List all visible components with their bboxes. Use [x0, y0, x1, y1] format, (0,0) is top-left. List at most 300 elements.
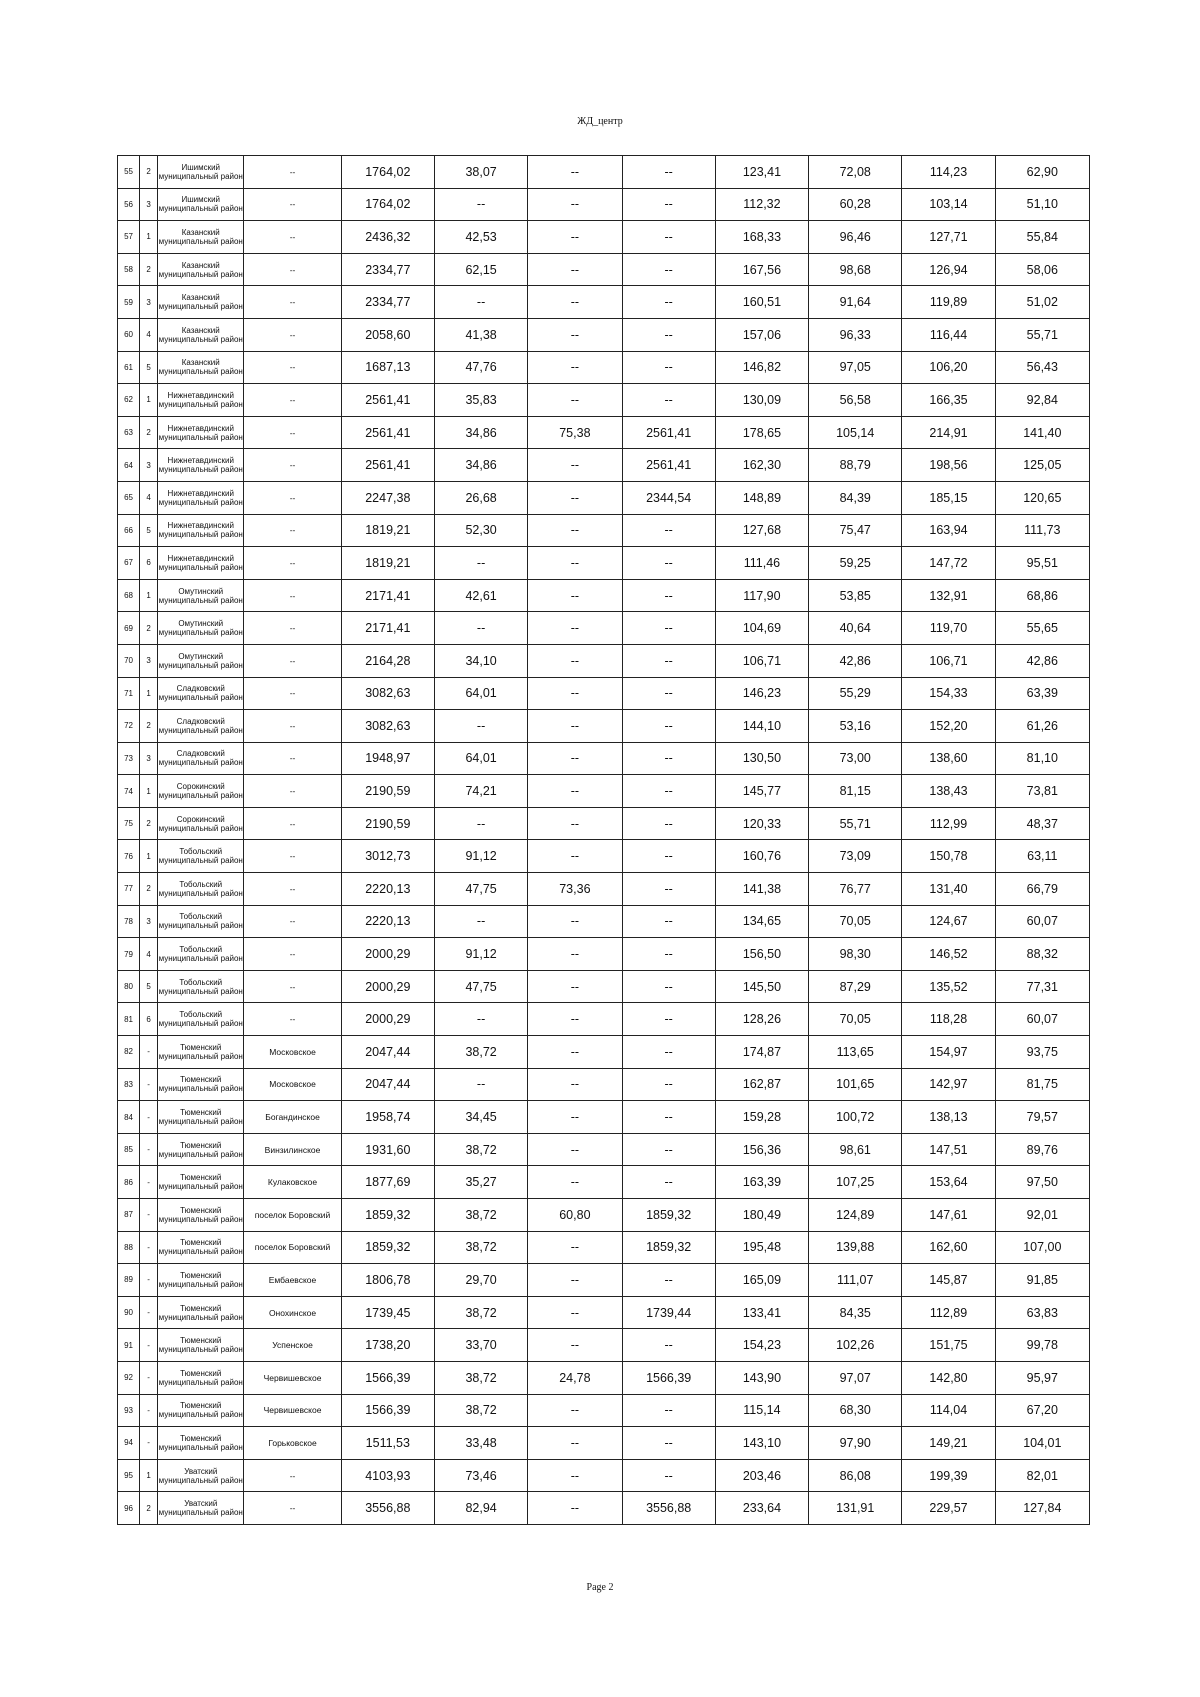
- settlement-cell: --: [244, 579, 341, 612]
- value-col-10-cell: 42,86: [809, 644, 902, 677]
- municipality-cell: Уватский муниципальный район: [158, 1492, 244, 1525]
- value-col-8-cell: --: [622, 840, 715, 873]
- table-row: [118, 384, 1090, 417]
- value-col-9-cell: 160,51: [715, 286, 808, 319]
- value-col-11-cell: 149,21: [902, 1427, 995, 1460]
- settlement-cell: Онохинское: [244, 1296, 341, 1329]
- value-col-8-cell: --: [622, 677, 715, 710]
- sub-number-cell: -: [140, 1068, 158, 1101]
- value-col-10-cell: 96,46: [809, 221, 902, 254]
- value-col-8-cell: --: [622, 1329, 715, 1362]
- sub-number-cell: 2: [140, 873, 158, 906]
- table-body: [118, 156, 1090, 1525]
- table-row: [118, 221, 1090, 254]
- value-col-12-cell: 97,50: [995, 1166, 1089, 1199]
- settlement-cell: Червишевское: [244, 1361, 341, 1394]
- row-number-cell: 58: [118, 253, 140, 286]
- municipality-cell: Ишимский муниципальный район: [158, 188, 244, 221]
- value-col-6-cell: 38,72: [434, 1361, 527, 1394]
- sub-number-cell: -: [140, 1036, 158, 1069]
- table-row: [118, 286, 1090, 319]
- value-col-7-cell: --: [528, 807, 622, 840]
- value-col-9-cell: 145,50: [715, 970, 808, 1003]
- value-col-10-cell: 75,47: [809, 514, 902, 547]
- sub-number-cell: 3: [140, 905, 158, 938]
- value-col-11-cell: 112,89: [902, 1296, 995, 1329]
- value-col-11-cell: 138,43: [902, 775, 995, 808]
- value-col-11-cell: 126,94: [902, 253, 995, 286]
- sub-number-cell: 2: [140, 416, 158, 449]
- value-col-11-cell: 147,72: [902, 547, 995, 580]
- settlement-cell: Кулаковское: [244, 1166, 341, 1199]
- value-col-11-cell: 166,35: [902, 384, 995, 417]
- value-col-8-cell: --: [622, 1003, 715, 1036]
- value-col-11-cell: 185,15: [902, 481, 995, 514]
- value-col-11-cell: 106,71: [902, 644, 995, 677]
- value-col-7-cell: --: [528, 481, 622, 514]
- value-col-8-cell: --: [622, 188, 715, 221]
- row-number-cell: 70: [118, 644, 140, 677]
- sub-number-cell: 3: [140, 286, 158, 319]
- row-number-cell: 88: [118, 1231, 140, 1264]
- value-col-11-cell: 146,52: [902, 938, 995, 971]
- value-col-9-cell: 133,41: [715, 1296, 808, 1329]
- value-col-10-cell: 70,05: [809, 1003, 902, 1036]
- value-col-9-cell: 156,50: [715, 938, 808, 971]
- sub-number-cell: 1: [140, 221, 158, 254]
- value-col-6-cell: 41,38: [434, 318, 527, 351]
- value-col-12-cell: 61,26: [995, 710, 1089, 743]
- row-number-cell: 90: [118, 1296, 140, 1329]
- sub-number-cell: -: [140, 1101, 158, 1134]
- value-col-5-cell: 2190,59: [341, 775, 434, 808]
- sub-number-cell: 2: [140, 612, 158, 645]
- value-col-10-cell: 96,33: [809, 318, 902, 351]
- settlement-cell: --: [244, 449, 341, 482]
- value-col-12-cell: 66,79: [995, 873, 1089, 906]
- value-col-10-cell: 55,71: [809, 807, 902, 840]
- table-row: [118, 449, 1090, 482]
- value-col-5-cell: 2561,41: [341, 384, 434, 417]
- value-col-10-cell: 101,65: [809, 1068, 902, 1101]
- value-col-8-cell: --: [622, 644, 715, 677]
- value-col-7-cell: 60,80: [528, 1199, 622, 1232]
- row-number-cell: 62: [118, 384, 140, 417]
- settlement-cell: --: [244, 221, 341, 254]
- table-row: [118, 481, 1090, 514]
- table-row: [118, 579, 1090, 612]
- value-col-6-cell: 33,48: [434, 1427, 527, 1460]
- value-col-10-cell: 68,30: [809, 1394, 902, 1427]
- row-number-cell: 84: [118, 1101, 140, 1134]
- value-col-9-cell: 180,49: [715, 1199, 808, 1232]
- sub-number-cell: -: [140, 1296, 158, 1329]
- value-col-12-cell: 82,01: [995, 1459, 1089, 1492]
- value-col-9-cell: 233,64: [715, 1492, 808, 1525]
- value-col-8-cell: --: [622, 710, 715, 743]
- value-col-7-cell: --: [528, 384, 622, 417]
- table-row: [118, 1068, 1090, 1101]
- row-number-cell: 80: [118, 970, 140, 1003]
- value-col-7-cell: --: [528, 221, 622, 254]
- value-col-11-cell: 131,40: [902, 873, 995, 906]
- settlement-cell: --: [244, 873, 341, 906]
- sub-number-cell: 6: [140, 1003, 158, 1036]
- value-col-6-cell: 64,01: [434, 677, 527, 710]
- table-row: [118, 1101, 1090, 1134]
- value-col-7-cell: --: [528, 742, 622, 775]
- value-col-10-cell: 59,25: [809, 547, 902, 580]
- municipality-cell: Ишимский муниципальный район: [158, 156, 244, 189]
- settlement-cell: --: [244, 318, 341, 351]
- value-col-9-cell: 195,48: [715, 1231, 808, 1264]
- value-col-6-cell: 34,86: [434, 416, 527, 449]
- value-col-6-cell: --: [434, 710, 527, 743]
- value-col-12-cell: 125,05: [995, 449, 1089, 482]
- value-col-5-cell: 2334,77: [341, 253, 434, 286]
- settlement-cell: --: [244, 1459, 341, 1492]
- value-col-8-cell: --: [622, 612, 715, 645]
- settlement-cell: --: [244, 1492, 341, 1525]
- value-col-8-cell: 1859,32: [622, 1231, 715, 1264]
- value-col-7-cell: 73,36: [528, 873, 622, 906]
- value-col-12-cell: 55,84: [995, 221, 1089, 254]
- value-col-10-cell: 53,85: [809, 579, 902, 612]
- row-number-cell: 69: [118, 612, 140, 645]
- value-col-10-cell: 81,15: [809, 775, 902, 808]
- value-col-9-cell: 143,10: [715, 1427, 808, 1460]
- value-col-9-cell: 146,23: [715, 677, 808, 710]
- table-row: [118, 1166, 1090, 1199]
- value-col-10-cell: 56,58: [809, 384, 902, 417]
- value-col-5-cell: 1687,13: [341, 351, 434, 384]
- value-col-6-cell: 42,61: [434, 579, 527, 612]
- value-col-9-cell: 203,46: [715, 1459, 808, 1492]
- table-row: [118, 970, 1090, 1003]
- sub-number-cell: -: [140, 1166, 158, 1199]
- municipality-cell: Казанский муниципальный район: [158, 253, 244, 286]
- value-col-9-cell: 165,09: [715, 1264, 808, 1297]
- value-col-11-cell: 162,60: [902, 1231, 995, 1264]
- municipality-cell: Нижнетавдинский муниципальный район: [158, 547, 244, 580]
- value-col-11-cell: 114,23: [902, 156, 995, 189]
- municipality-cell: Нижнетавдинский муниципальный район: [158, 514, 244, 547]
- value-col-12-cell: 48,37: [995, 807, 1089, 840]
- value-col-12-cell: 120,65: [995, 481, 1089, 514]
- value-col-5-cell: 1859,32: [341, 1199, 434, 1232]
- value-col-7-cell: --: [528, 905, 622, 938]
- value-col-7-cell: --: [528, 547, 622, 580]
- value-col-11-cell: 154,97: [902, 1036, 995, 1069]
- table-row: [118, 1133, 1090, 1166]
- table-row: [118, 612, 1090, 645]
- value-col-11-cell: 106,20: [902, 351, 995, 384]
- value-col-6-cell: 91,12: [434, 840, 527, 873]
- value-col-5-cell: 2561,41: [341, 449, 434, 482]
- value-col-6-cell: --: [434, 286, 527, 319]
- municipality-cell: Тюменский муниципальный район: [158, 1068, 244, 1101]
- value-col-10-cell: 98,30: [809, 938, 902, 971]
- table-row: [118, 742, 1090, 775]
- settlement-cell: поселок Боровский: [244, 1231, 341, 1264]
- value-col-6-cell: 38,72: [434, 1231, 527, 1264]
- value-col-12-cell: 95,51: [995, 547, 1089, 580]
- table-row: [118, 644, 1090, 677]
- value-col-6-cell: --: [434, 612, 527, 645]
- sub-number-cell: 2: [140, 156, 158, 189]
- settlement-cell: --: [244, 710, 341, 743]
- value-col-8-cell: --: [622, 1459, 715, 1492]
- value-col-9-cell: 143,90: [715, 1361, 808, 1394]
- value-col-8-cell: --: [622, 253, 715, 286]
- value-col-8-cell: --: [622, 318, 715, 351]
- row-number-cell: 63: [118, 416, 140, 449]
- sub-number-cell: 4: [140, 938, 158, 971]
- municipality-cell: Сладковский муниципальный район: [158, 710, 244, 743]
- value-col-10-cell: 87,29: [809, 970, 902, 1003]
- value-col-11-cell: 229,57: [902, 1492, 995, 1525]
- table-row: [118, 1394, 1090, 1427]
- value-col-12-cell: 95,97: [995, 1361, 1089, 1394]
- settlement-cell: Горьковское: [244, 1427, 341, 1460]
- value-col-9-cell: 162,30: [715, 449, 808, 482]
- value-col-5-cell: 2334,77: [341, 286, 434, 319]
- row-number-cell: 79: [118, 938, 140, 971]
- table-row: [118, 1329, 1090, 1362]
- value-col-10-cell: 86,08: [809, 1459, 902, 1492]
- value-col-12-cell: 63,39: [995, 677, 1089, 710]
- table-row: [118, 1361, 1090, 1394]
- value-col-7-cell: --: [528, 1003, 622, 1036]
- row-number-cell: 82: [118, 1036, 140, 1069]
- table-row: [118, 905, 1090, 938]
- value-col-5-cell: 1958,74: [341, 1101, 434, 1134]
- sub-number-cell: 5: [140, 970, 158, 1003]
- value-col-8-cell: --: [622, 1264, 715, 1297]
- value-col-8-cell: 1859,32: [622, 1199, 715, 1232]
- value-col-6-cell: 38,72: [434, 1394, 527, 1427]
- row-number-cell: 60: [118, 318, 140, 351]
- sub-number-cell: 1: [140, 384, 158, 417]
- row-number-cell: 55: [118, 156, 140, 189]
- sub-number-cell: 1: [140, 775, 158, 808]
- settlement-cell: --: [244, 253, 341, 286]
- value-col-6-cell: 35,83: [434, 384, 527, 417]
- value-col-5-cell: 2171,41: [341, 612, 434, 645]
- settlement-cell: --: [244, 775, 341, 808]
- sub-number-cell: 3: [140, 742, 158, 775]
- municipality-cell: Сорокинский муниципальный район: [158, 807, 244, 840]
- value-col-11-cell: 132,91: [902, 579, 995, 612]
- settlement-cell: --: [244, 677, 341, 710]
- settlement-cell: --: [244, 156, 341, 189]
- value-col-9-cell: 130,09: [715, 384, 808, 417]
- value-col-9-cell: 123,41: [715, 156, 808, 189]
- value-col-12-cell: 104,01: [995, 1427, 1089, 1460]
- settlement-cell: Червишевское: [244, 1394, 341, 1427]
- value-col-5-cell: 1764,02: [341, 188, 434, 221]
- value-col-9-cell: 130,50: [715, 742, 808, 775]
- value-col-6-cell: --: [434, 807, 527, 840]
- value-col-9-cell: 154,23: [715, 1329, 808, 1362]
- value-col-11-cell: 116,44: [902, 318, 995, 351]
- table-row: [118, 677, 1090, 710]
- value-col-5-cell: 2436,32: [341, 221, 434, 254]
- municipality-cell: Тюменский муниципальный район: [158, 1427, 244, 1460]
- value-col-9-cell: 167,56: [715, 253, 808, 286]
- value-col-8-cell: --: [622, 970, 715, 1003]
- sub-number-cell: -: [140, 1264, 158, 1297]
- municipality-cell: Тюменский муниципальный район: [158, 1133, 244, 1166]
- value-col-7-cell: --: [528, 938, 622, 971]
- value-col-7-cell: --: [528, 1231, 622, 1264]
- value-col-8-cell: --: [622, 807, 715, 840]
- table-row: [118, 351, 1090, 384]
- settlement-cell: --: [244, 807, 341, 840]
- value-col-12-cell: 67,20: [995, 1394, 1089, 1427]
- value-col-10-cell: 72,08: [809, 156, 902, 189]
- row-number-cell: 87: [118, 1199, 140, 1232]
- value-col-10-cell: 111,07: [809, 1264, 902, 1297]
- value-col-5-cell: 2190,59: [341, 807, 434, 840]
- value-col-8-cell: --: [622, 384, 715, 417]
- table-row: [118, 807, 1090, 840]
- settlement-cell: --: [244, 612, 341, 645]
- value-col-8-cell: --: [622, 938, 715, 971]
- value-col-6-cell: --: [434, 1003, 527, 1036]
- value-col-9-cell: 145,77: [715, 775, 808, 808]
- table-row: [118, 1492, 1090, 1525]
- value-col-6-cell: --: [434, 1068, 527, 1101]
- row-number-cell: 74: [118, 775, 140, 808]
- value-col-11-cell: 147,51: [902, 1133, 995, 1166]
- sub-number-cell: 4: [140, 318, 158, 351]
- value-col-8-cell: --: [622, 1427, 715, 1460]
- municipality-cell: Тюменский муниципальный район: [158, 1296, 244, 1329]
- value-col-11-cell: 152,20: [902, 710, 995, 743]
- municipality-cell: Тобольский муниципальный район: [158, 905, 244, 938]
- municipality-cell: Тюменский муниципальный район: [158, 1101, 244, 1134]
- value-col-12-cell: 51,10: [995, 188, 1089, 221]
- value-col-8-cell: --: [622, 547, 715, 580]
- value-col-6-cell: 35,27: [434, 1166, 527, 1199]
- municipality-cell: Сорокинский муниципальный район: [158, 775, 244, 808]
- sub-number-cell: 5: [140, 351, 158, 384]
- value-col-9-cell: 178,65: [715, 416, 808, 449]
- table-row: [118, 873, 1090, 906]
- settlement-cell: --: [244, 938, 341, 971]
- value-col-11-cell: 145,87: [902, 1264, 995, 1297]
- value-col-5-cell: 2047,44: [341, 1068, 434, 1101]
- value-col-6-cell: 62,15: [434, 253, 527, 286]
- value-col-9-cell: 117,90: [715, 579, 808, 612]
- row-number-cell: 85: [118, 1133, 140, 1166]
- value-col-8-cell: --: [622, 1133, 715, 1166]
- value-col-7-cell: --: [528, 514, 622, 547]
- value-col-12-cell: 141,40: [995, 416, 1089, 449]
- value-col-7-cell: --: [528, 1459, 622, 1492]
- sub-number-cell: 2: [140, 1492, 158, 1525]
- table-row: [118, 938, 1090, 971]
- value-col-6-cell: 34,10: [434, 644, 527, 677]
- value-col-7-cell: --: [528, 1329, 622, 1362]
- value-col-9-cell: 174,87: [715, 1036, 808, 1069]
- value-col-7-cell: --: [528, 1036, 622, 1069]
- value-col-5-cell: 3082,63: [341, 710, 434, 743]
- table-row: [118, 710, 1090, 743]
- value-col-8-cell: 3556,88: [622, 1492, 715, 1525]
- value-col-5-cell: 1738,20: [341, 1329, 434, 1362]
- value-col-7-cell: --: [528, 1492, 622, 1525]
- value-col-12-cell: 107,00: [995, 1231, 1089, 1264]
- value-col-7-cell: --: [528, 644, 622, 677]
- settlement-cell: --: [244, 1003, 341, 1036]
- value-col-11-cell: 163,94: [902, 514, 995, 547]
- value-col-10-cell: 40,64: [809, 612, 902, 645]
- municipality-cell: Тюменский муниципальный район: [158, 1394, 244, 1427]
- municipality-cell: Уватский муниципальный район: [158, 1459, 244, 1492]
- municipality-cell: Тюменский муниципальный район: [158, 1036, 244, 1069]
- value-col-11-cell: 150,78: [902, 840, 995, 873]
- table-row: [118, 1003, 1090, 1036]
- settlement-cell: Ембаевское: [244, 1264, 341, 1297]
- settlement-cell: Московское: [244, 1068, 341, 1101]
- value-col-8-cell: --: [622, 351, 715, 384]
- row-number-cell: 64: [118, 449, 140, 482]
- value-col-12-cell: 63,11: [995, 840, 1089, 873]
- table-row: [118, 1296, 1090, 1329]
- row-number-cell: 67: [118, 547, 140, 580]
- value-col-12-cell: 91,85: [995, 1264, 1089, 1297]
- settlement-cell: --: [244, 970, 341, 1003]
- value-col-7-cell: --: [528, 612, 622, 645]
- sub-number-cell: 3: [140, 644, 158, 677]
- row-number-cell: 78: [118, 905, 140, 938]
- sub-number-cell: -: [140, 1231, 158, 1264]
- data-table: [117, 155, 1090, 1525]
- value-col-6-cell: --: [434, 905, 527, 938]
- value-col-6-cell: 34,45: [434, 1101, 527, 1134]
- value-col-6-cell: 38,72: [434, 1199, 527, 1232]
- municipality-cell: Тобольский муниципальный район: [158, 938, 244, 971]
- sub-number-cell: 2: [140, 253, 158, 286]
- table-row: [118, 1036, 1090, 1069]
- value-col-7-cell: --: [528, 775, 622, 808]
- value-col-12-cell: 55,71: [995, 318, 1089, 351]
- value-col-5-cell: 2171,41: [341, 579, 434, 612]
- value-col-10-cell: 139,88: [809, 1231, 902, 1264]
- value-col-7-cell: --: [528, 286, 622, 319]
- value-col-8-cell: --: [622, 1101, 715, 1134]
- settlement-cell: --: [244, 742, 341, 775]
- value-col-10-cell: 97,07: [809, 1361, 902, 1394]
- value-col-7-cell: --: [528, 156, 622, 189]
- value-col-12-cell: 127,84: [995, 1492, 1089, 1525]
- table-row: [118, 1231, 1090, 1264]
- municipality-cell: Омутинский муниципальный район: [158, 644, 244, 677]
- value-col-6-cell: 29,70: [434, 1264, 527, 1297]
- value-col-7-cell: 75,38: [528, 416, 622, 449]
- value-col-7-cell: --: [528, 351, 622, 384]
- value-col-7-cell: --: [528, 1068, 622, 1101]
- value-col-8-cell: --: [622, 775, 715, 808]
- row-number-cell: 75: [118, 807, 140, 840]
- row-number-cell: 71: [118, 677, 140, 710]
- value-col-9-cell: 162,87: [715, 1068, 808, 1101]
- settlement-cell: Успенское: [244, 1329, 341, 1362]
- value-col-9-cell: 160,76: [715, 840, 808, 873]
- settlement-cell: --: [244, 905, 341, 938]
